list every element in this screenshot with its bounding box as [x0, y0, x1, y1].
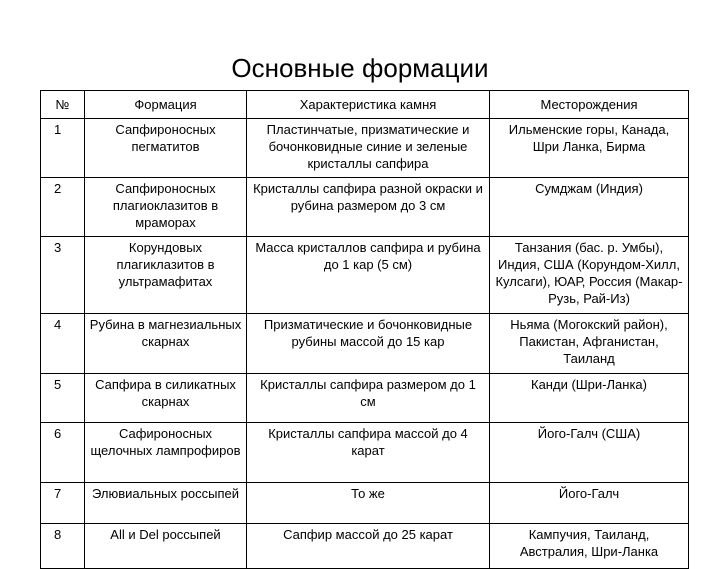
row-deposits: Сумджам (Индия) — [490, 178, 689, 237]
slide-title: Основные формации — [231, 53, 489, 83]
row-deposits: Ильменские горы, Канада, Шри Ланка, Бирма — [490, 119, 689, 178]
row-formation: All и Del россыпей — [85, 524, 247, 569]
row-deposits: Ньяма (Могокский район), Пакистан, Афганистан, Таиланд — [490, 314, 689, 374]
row-number: 2 — [41, 178, 85, 237]
table-header-row — [41, 91, 689, 119]
row-formation: Сапфироносных плагиоклазитов в мраморах — [85, 178, 247, 237]
row-formation: Элювиальных россыпей — [85, 483, 247, 524]
table-row — [41, 178, 689, 237]
row-number: 1 — [41, 119, 85, 178]
row-formation: Сафироносных щелочных лампрофиров — [85, 423, 247, 483]
row-stone-characteristic: Кристаллы сапфира размером до 1 см — [247, 374, 490, 423]
header-stone-characteristic: Характеристика камня — [247, 91, 490, 119]
table-row — [41, 237, 689, 314]
table-row — [41, 423, 689, 483]
row-stone-characteristic: Сапфир массой до 25 карат — [247, 524, 490, 569]
table-row — [41, 524, 689, 569]
row-deposits: Його-Галч (США) — [490, 423, 689, 483]
row-formation: Корундовых плагиклазитов в ультрамафитах — [85, 237, 247, 314]
header-deposits: Месторождения — [490, 91, 689, 119]
row-number: 3 — [41, 237, 85, 314]
row-deposits: Танзания (бас. р. Умбы), Индия, США (Корундом-Хилл, Кулсаги), ЮАР, Россия (Макар-Рузь, Рай-Из) — [490, 237, 689, 314]
row-stone-characteristic: Масса кристаллов сапфира и рубина до 1 кар (5 см) — [247, 237, 490, 314]
table-row — [41, 374, 689, 423]
row-deposits: Його-Галч — [490, 483, 689, 524]
row-deposits: Канди (Шри-Ланка) — [490, 374, 689, 423]
row-number: 4 — [41, 314, 85, 374]
row-stone-characteristic: Пластинчатые, призматические и бочонковидные синие и зеленые кристаллы сапфира — [247, 119, 490, 178]
table-row — [41, 483, 689, 524]
row-number: 8 — [41, 524, 85, 569]
row-deposits: Кампучия, Таиланд, Австралия, Шри-Ланка — [490, 524, 689, 569]
row-formation: Сапфира в силикатных скарнах — [85, 374, 247, 423]
table-row — [41, 119, 689, 178]
row-stone-characteristic: То же — [247, 483, 490, 524]
formations-table — [40, 90, 689, 569]
row-formation: Сапфироносных пегматитов — [85, 119, 247, 178]
table-row — [41, 314, 689, 374]
row-stone-characteristic: Кристаллы сапфира массой до 4 карат — [247, 423, 490, 483]
row-number: 6 — [41, 423, 85, 483]
row-stone-characteristic: Призматические и бочонковидные рубины массой до 15 кар — [247, 314, 490, 374]
header-number: № — [41, 91, 85, 119]
header-formation: Формация — [85, 91, 247, 119]
row-number: 7 — [41, 483, 85, 524]
row-stone-characteristic: Кристаллы сапфира разной окраски и рубина размером до 3 см — [247, 178, 490, 237]
row-number: 5 — [41, 374, 85, 423]
row-formation: Рубина в магнезиальных скарнах — [85, 314, 247, 374]
